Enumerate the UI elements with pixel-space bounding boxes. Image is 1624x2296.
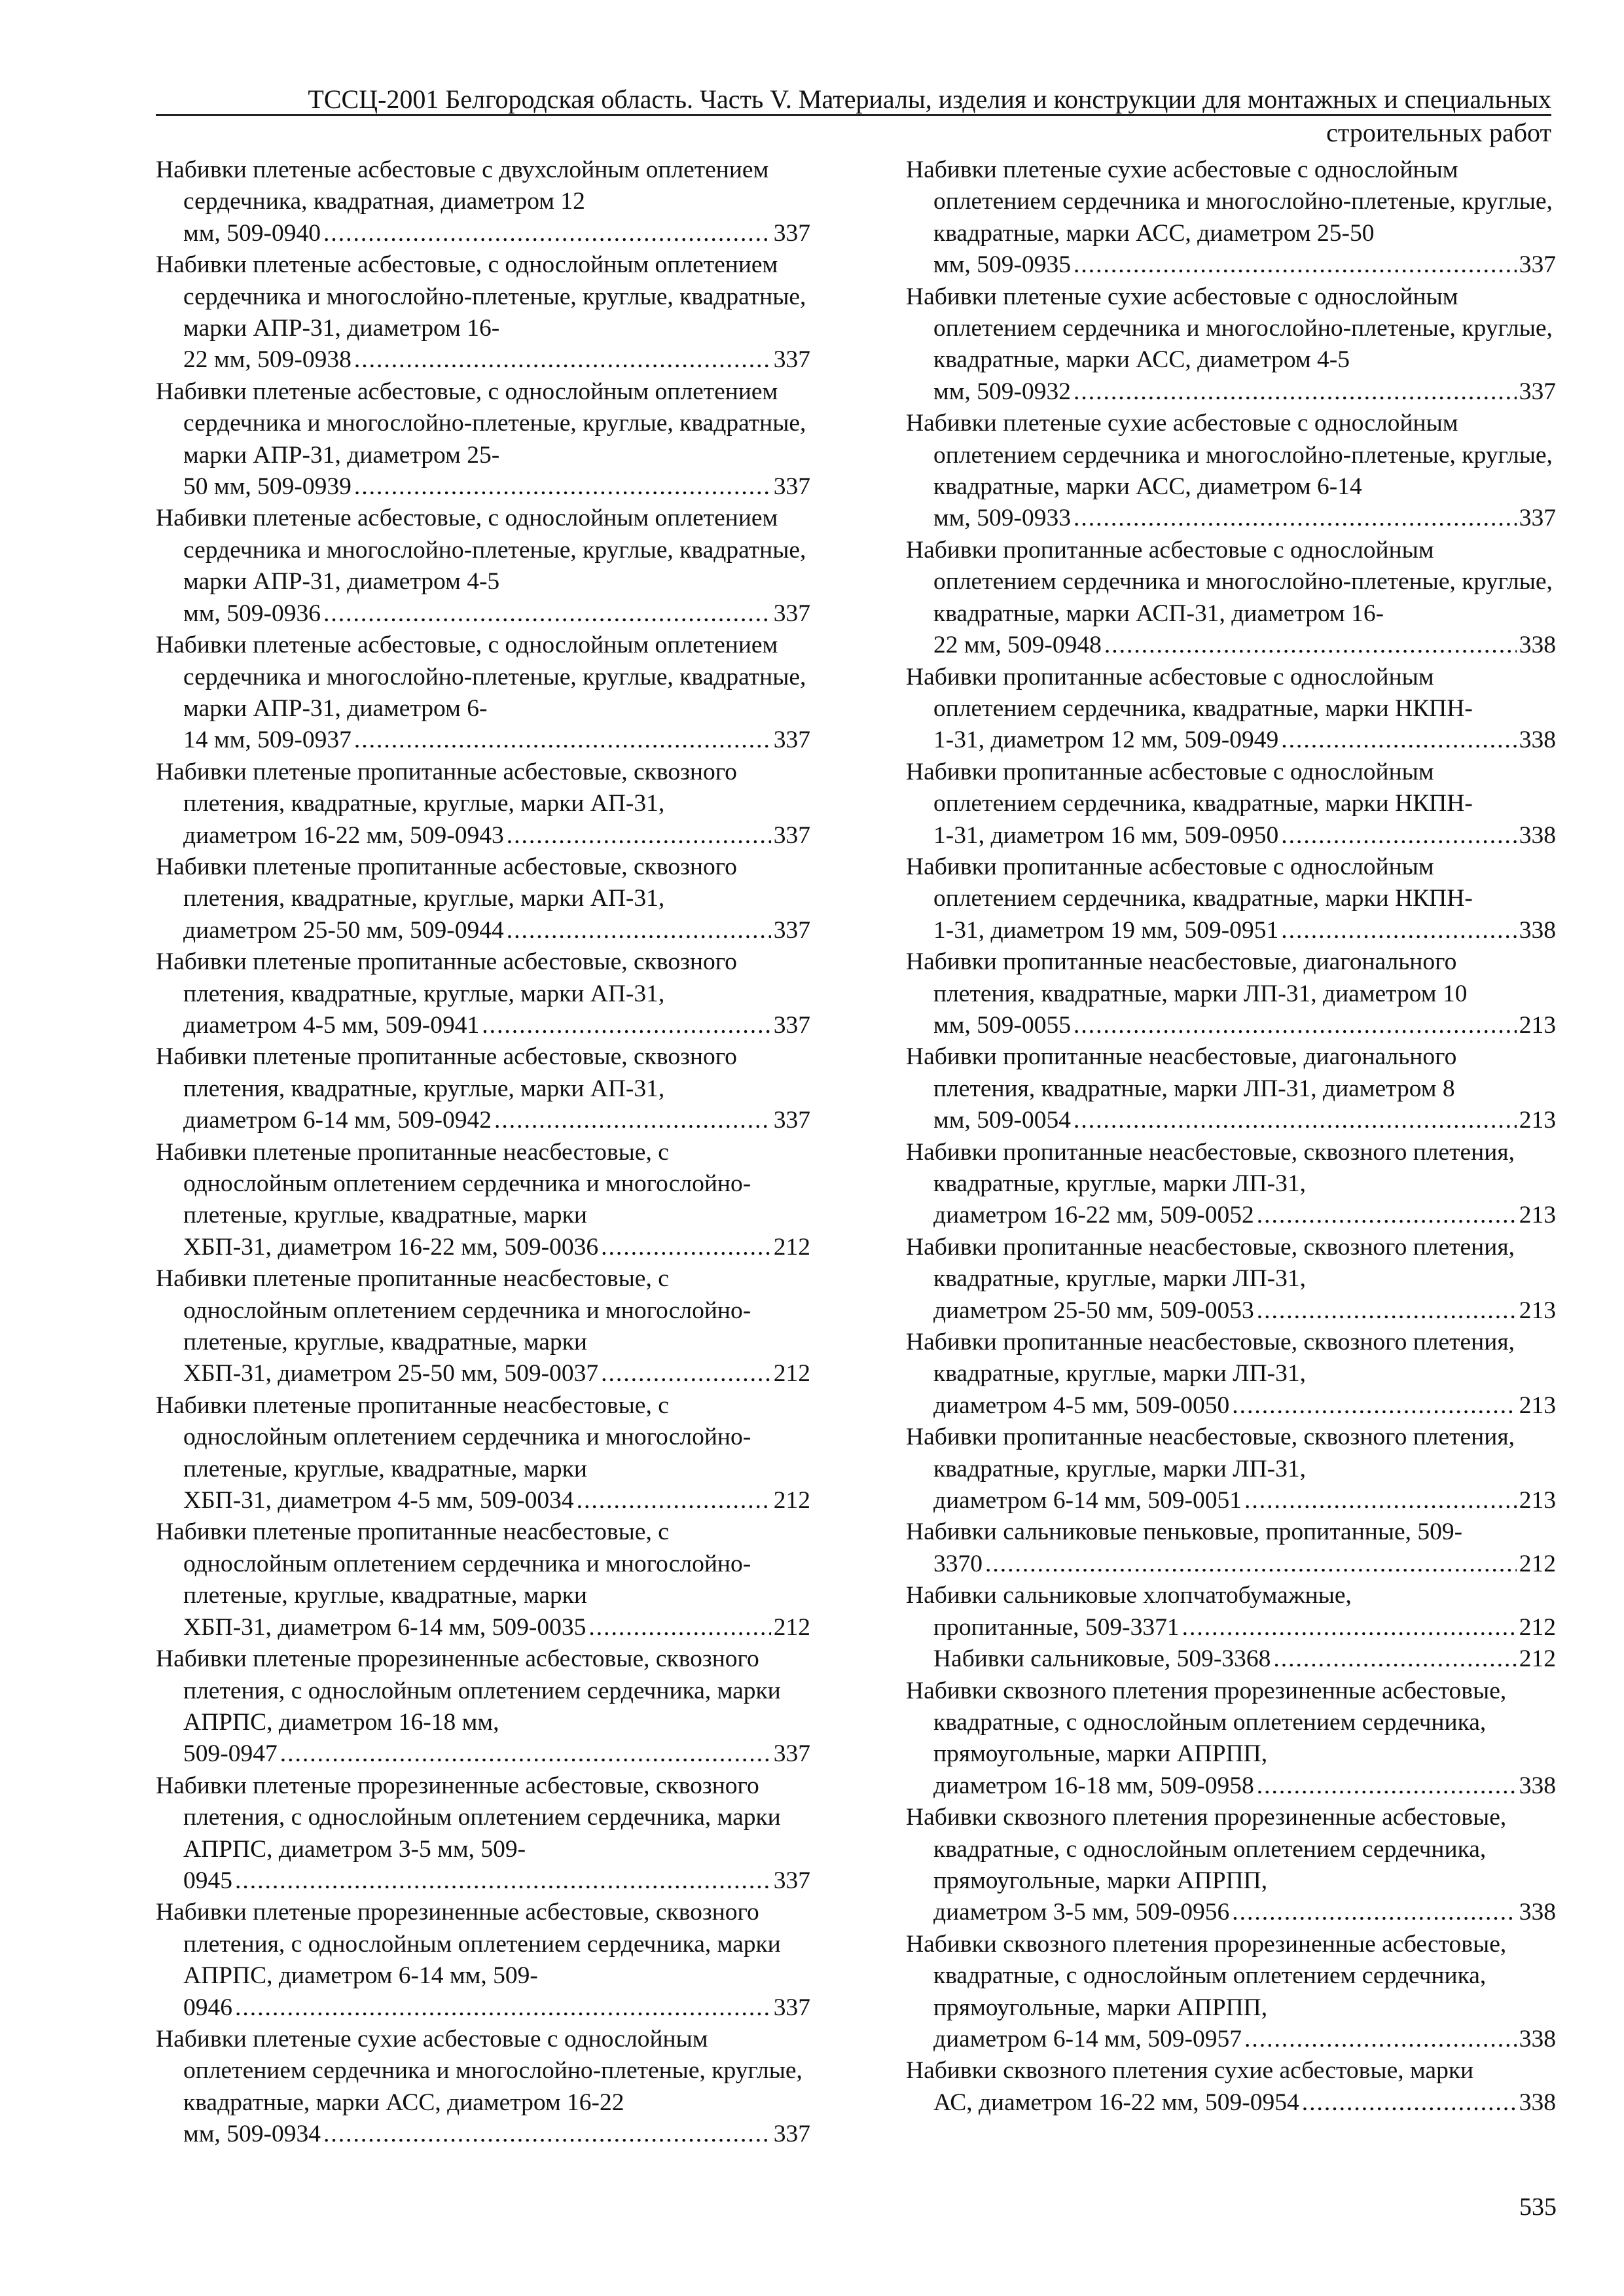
dot-leader xyxy=(1302,2087,1517,2119)
entry-text: Набивки плетеные пропитанные неасбестовые, с однослойным оплетением сердечника и многослойно-плетеные, круглые, квадратные, марки xyxy=(156,1138,751,1229)
index-column-right xyxy=(906,154,1556,2119)
entry-page-ref: 338 xyxy=(1519,1772,1556,1799)
index-entry xyxy=(156,1643,810,1770)
dot-leader xyxy=(985,1549,1517,1580)
entry-text: Набивки сальниковые пеньковые, пропитанные, 509- xyxy=(906,1518,1463,1546)
dot-leader xyxy=(354,725,771,756)
entry-text: Набивки пропитанные асбестовые с однослойным оплетением сердечника, квадратные, марки НКПН- xyxy=(906,853,1473,912)
entry-code: ХБП-31, диаметром 6-14 мм, 509-0035 xyxy=(183,1613,586,1641)
entry-code: диаметром 16-18 мм, 509-0958 xyxy=(933,1772,1254,1799)
index-entry xyxy=(906,1422,1556,1516)
entry-code: мм, 509-0054 xyxy=(933,1107,1071,1134)
index-column-left xyxy=(156,154,810,2151)
entry-text: Набивки плетеные пропитанные неасбестовые, с однослойным оплетением сердечника и многослойно-плетеные, круглые, квадратные, марки xyxy=(156,1518,751,1609)
entry-code: АС, диаметром 16-22 мм, 509-0954 xyxy=(933,2089,1299,2116)
entry-code: мм, 509-0933 xyxy=(933,505,1071,532)
entry-text: Набивки плетеные сухие асбестовые с однослойным оплетением сердечника и многослойно-плетеные, круглые, квадратные, марки АСС, диаметром 25-50 xyxy=(906,156,1553,247)
entry-text: Набивки плетеные пропитанные неасбестовые, с однослойным оплетением сердечника и многослойно-плетеные, круглые, квадратные, марки xyxy=(156,1265,751,1356)
entry-page-ref: 212 xyxy=(773,1613,810,1641)
entry-text: Набивки пропитанные асбестовые с однослойным оплетением сердечника, квадратные, марки НКПН- xyxy=(906,758,1473,817)
entry-page-ref: 337 xyxy=(773,219,810,247)
entry-page-ref: 337 xyxy=(773,916,810,944)
entry-text: Набивки сальниковые хлопчатобумажные, xyxy=(906,1582,1352,1609)
entry-code: диаметром 6-14 мм, 509-0957 xyxy=(933,2025,1242,2053)
index-entry xyxy=(156,249,810,376)
dot-leader xyxy=(588,1612,770,1643)
entry-code: мм, 509-0936 xyxy=(183,600,321,627)
entry-code: 509-0947 xyxy=(183,1740,278,1768)
entry-code: диаметром 25-50 мм, 509-0053 xyxy=(933,1297,1254,1324)
entry-text: Набивки плетеные пропитанные асбестовые, сквозного плетения, квадратные, круглые, марки АП-31, xyxy=(156,758,737,817)
entry-text: Набивки плетеные сухие асбестовые с однослойным оплетением сердечника и многослойно-плетеные, круглые, квадратные, марки АСС, диаметром 4-5 xyxy=(906,283,1553,374)
entry-page-ref: 212 xyxy=(1519,1613,1556,1641)
entry-text: Набивки плетеные прорезиненные асбестовые, сквозного плетения, с однослойным оплетением сердечника, марки АПРПС, диаметром 16-18 мм, xyxy=(156,1645,781,1736)
dot-leader xyxy=(494,1105,771,1136)
dot-leader xyxy=(601,1232,771,1263)
entry-page-ref: 212 xyxy=(773,1487,810,1515)
dot-leader xyxy=(1244,2024,1517,2055)
running-header xyxy=(156,85,1551,116)
entry-code: Набивки сальниковые, 509-3368 xyxy=(933,1645,1271,1673)
entry-page-ref: 213 xyxy=(1519,1107,1556,1134)
entry-text: Набивки плетеные асбестовые, с однослойным оплетением сердечника и многослойно-плетеные, круглые, квадратные, марки АПР-31, диаметром 6- xyxy=(156,632,806,722)
index-entry xyxy=(906,1929,1556,2056)
entry-code: 0945 xyxy=(183,1867,232,1894)
index-entry xyxy=(156,376,810,503)
dot-leader xyxy=(507,820,771,852)
index-entry xyxy=(906,1232,1556,1327)
entry-text: Набивки сквозного плетения прорезиненные асбестовые, квадратные, с однослойным оплетением сердечника, прямоугольные, марки АПРПП, xyxy=(906,1804,1507,1894)
entry-code: диаметром 6-14 мм, 509-0942 xyxy=(183,1107,492,1134)
entry-code: 22 мм, 509-0948 xyxy=(933,632,1102,659)
index-entry xyxy=(156,1770,810,1897)
index-entry xyxy=(156,757,810,852)
index-entry xyxy=(906,1137,1556,1232)
entry-page-ref: 338 xyxy=(1519,632,1556,659)
entry-text: Набивки плетеные сухие асбестовые с однослойным оплетением сердечника и многослойно-плетеные, круглые, квадратные, марки АСС, диаметром 16-22 xyxy=(156,2025,803,2116)
entry-page-ref: 212 xyxy=(1519,1550,1556,1577)
entry-page-ref: 213 xyxy=(1519,1011,1556,1039)
entry-text: Набивки плетеные асбестовые с двухслойным оплетением сердечника, квадратная, диаметром 12 xyxy=(156,156,769,215)
entry-code: 1-31, диаметром 16 мм, 509-0950 xyxy=(933,821,1279,849)
index-entry xyxy=(906,2055,1556,2119)
dot-leader xyxy=(1273,1643,1516,1675)
index-entry xyxy=(906,1327,1556,1422)
index-entry xyxy=(906,1580,1556,1643)
entry-code: 14 мм, 509-0937 xyxy=(183,726,352,754)
entry-page-ref: 337 xyxy=(773,821,810,849)
dot-leader xyxy=(1232,1390,1517,1422)
entry-page-ref: 337 xyxy=(1519,378,1556,405)
index-entry xyxy=(156,1137,810,1264)
dot-leader xyxy=(1281,725,1517,756)
index-entry xyxy=(906,535,1556,662)
entry-page-ref: 338 xyxy=(1519,2025,1556,2053)
entry-text: Набивки пропитанные неасбестовые, диагонального плетения, квадратные, марки ЛП-31, диаметром 8 xyxy=(906,1043,1457,1102)
entry-text: Набивки плетеные прорезиненные асбестовые, сквозного плетения, с однослойным оплетением сердечника, марки АПРПС, диаметром 3-5 мм, 509- xyxy=(156,1772,781,1863)
index-entry xyxy=(156,503,810,630)
entry-text: Набивки пропитанные неасбестовые, сквозного плетения, квадратные, круглые, марки ЛП-31, xyxy=(906,1424,1515,1482)
entry-text: Набивки пропитанные асбестовые с однослойным оплетением сердечника, квадратные, марки НКПН- xyxy=(906,663,1473,722)
dot-leader xyxy=(1104,630,1517,661)
index-entry xyxy=(906,757,1556,852)
entry-page-ref: 337 xyxy=(1519,505,1556,532)
entry-code: диаметром 4-5 мм, 509-0941 xyxy=(183,1011,480,1039)
index-entry xyxy=(906,946,1556,1041)
entry-code: диаметром 6-14 мм, 509-0051 xyxy=(933,1487,1242,1515)
index-entry xyxy=(156,154,810,249)
entry-text: Набивки плетеные асбестовые, с однослойным оплетением сердечника и многослойно-плетеные, круглые, квадратные, марки АПР-31, диаметром 25- xyxy=(156,378,806,469)
entry-text: Набивки плетеные сухие асбестовые с однослойным оплетением сердечника и многослойно-плетеные, круглые, квадратные, марки АСС, диаметром 6-14 xyxy=(906,410,1553,501)
dot-leader xyxy=(1074,376,1517,408)
entry-text: Набивки пропитанные неасбестовые, сквозного плетения, квадратные, круглые, марки ЛП-31, xyxy=(906,1233,1515,1293)
entry-page-ref: 337 xyxy=(773,346,810,374)
entry-text: Набивки сквозного плетения прорезиненные асбестовые, квадратные, с однослойным оплетением сердечника, прямоугольные, марки АПРПП, xyxy=(906,1930,1507,2021)
entry-page-ref: 213 xyxy=(1519,1297,1556,1324)
entry-text: Набивки плетеные пропитанные неасбестовые, с однослойным оплетением сердечника и многослойно-плетеные, круглые, квадратные, марки xyxy=(156,1391,751,1482)
index-entry xyxy=(156,1516,810,1643)
dot-leader xyxy=(354,344,771,376)
entry-text: Набивки пропитанные неасбестовые, сквозного плетения, квадратные, круглые, марки ЛП-31, xyxy=(906,1138,1515,1197)
entry-page-ref: 338 xyxy=(1519,821,1556,849)
dot-leader xyxy=(323,598,771,630)
entry-page-ref: 337 xyxy=(773,1994,810,2021)
index-entry xyxy=(906,408,1556,535)
dot-leader xyxy=(1257,1295,1517,1327)
index-entry xyxy=(156,1390,810,1517)
entry-page-ref: 337 xyxy=(1519,251,1556,279)
entry-code: мм, 509-0940 xyxy=(183,219,321,247)
entry-page-ref: 338 xyxy=(1519,916,1556,944)
entry-text: Набивки пропитанные неасбестовые, диагонального плетения, квадратные, марки ЛП-31, диаметром 10 xyxy=(906,948,1468,1007)
dot-leader xyxy=(507,915,771,946)
dot-leader xyxy=(1074,249,1517,281)
dot-leader xyxy=(601,1358,771,1390)
entry-code: ХБП-31, диаметром 16-22 мм, 509-0036 xyxy=(183,1233,599,1261)
index-entry xyxy=(906,1516,1556,1580)
entry-code: 22 мм, 509-0938 xyxy=(183,346,352,374)
index-entry xyxy=(906,662,1556,757)
index-entry xyxy=(156,630,810,757)
entry-page-ref: 337 xyxy=(773,1740,810,1768)
index-entry xyxy=(906,1802,1556,1929)
entry-page-ref: 212 xyxy=(1519,1645,1556,1673)
header-line2: строительных работ xyxy=(1326,118,1551,147)
index-entry xyxy=(156,1041,810,1136)
entry-page-ref: 338 xyxy=(1519,2089,1556,2116)
entry-code: диаметром 16-22 мм, 509-0943 xyxy=(183,821,504,849)
entry-page-ref: 337 xyxy=(773,726,810,754)
entry-code: 1-31, диаметром 12 мм, 509-0949 xyxy=(933,726,1279,754)
entry-text: Набивки плетеные асбестовые, с однослойным оплетением сердечника и многослойно-плетеные, круглые, квадратные, марки АПР-31, диаметром 4-5 xyxy=(156,505,806,596)
index-entry xyxy=(906,1041,1556,1136)
entry-page-ref: 337 xyxy=(773,1867,810,1894)
dot-leader xyxy=(323,2119,771,2150)
dot-leader xyxy=(1244,1485,1517,1516)
entry-text: Набивки плетеные пропитанные асбестовые, сквозного плетения, квадратные, круглые, марки АП-31, xyxy=(156,853,737,912)
entry-text: Набивки плетеные асбестовые, с однослойным оплетением сердечника и многослойно-плетеные, круглые, квадратные, марки АПР-31, диаметром 16- xyxy=(156,251,806,342)
index-entry xyxy=(156,946,810,1041)
index-entry xyxy=(156,1263,810,1390)
entry-text: Набивки сквозного плетения прорезиненные асбестовые, квадратные, с однослойным оплетением сердечника, прямоугольные, марки АПРПП, xyxy=(906,1677,1507,1768)
entry-code: мм, 509-0055 xyxy=(933,1011,1071,1039)
dot-leader xyxy=(1281,820,1517,852)
entry-page-ref: 213 xyxy=(1519,1391,1556,1419)
dot-leader xyxy=(1257,1770,1517,1802)
entry-text: Набивки пропитанные неасбестовые, сквозного плетения, квадратные, круглые, марки ЛП-31, xyxy=(906,1329,1515,1388)
dot-leader xyxy=(323,218,771,249)
entry-code: диаметром 4-5 мм, 509-0050 xyxy=(933,1391,1230,1419)
dot-leader xyxy=(482,1010,771,1041)
entry-page-ref: 213 xyxy=(1519,1487,1556,1515)
entry-page-ref: 338 xyxy=(1519,1899,1556,1926)
dot-leader xyxy=(1257,1200,1517,1231)
entry-page-ref: 213 xyxy=(1519,1202,1556,1229)
dot-leader xyxy=(1182,1612,1517,1643)
entry-page-ref: 337 xyxy=(773,1107,810,1134)
entry-text: Набивки плетеные прорезиненные асбестовые, сквозного плетения, с однослойным оплетением сердечника, марки АПРПС, диаметром 6-14 мм, 509- xyxy=(156,1899,781,1990)
entry-code: пропитанные, 509-3371 xyxy=(933,1613,1180,1641)
index-entry xyxy=(156,852,810,946)
dot-leader xyxy=(1074,503,1517,534)
entry-code: 3370 xyxy=(933,1550,983,1577)
entry-page-ref: 212 xyxy=(773,1233,810,1261)
entry-text: Набивки пропитанные асбестовые с однослойным оплетением сердечника и многослойно-плетеные, круглые, квадратные, марки АСП-31, диаметром 16- xyxy=(906,536,1553,627)
entry-page-ref: 338 xyxy=(1519,726,1556,754)
index-entry xyxy=(906,852,1556,946)
entry-code: мм, 509-0935 xyxy=(933,251,1071,279)
dot-leader xyxy=(354,471,771,503)
entry-text: Набивки плетеные пропитанные асбестовые, сквозного плетения, квадратные, круглые, марки АП-31, xyxy=(156,1043,737,1102)
entry-code: 0946 xyxy=(183,1994,232,2021)
entry-page-ref: 337 xyxy=(773,1011,810,1039)
index-entry xyxy=(156,1897,810,2024)
entry-page-ref: 337 xyxy=(773,473,810,501)
dot-leader xyxy=(280,1738,771,1770)
page-number: 535 xyxy=(1519,2193,1557,2221)
dot-leader xyxy=(1232,1897,1517,1928)
entry-page-ref: 337 xyxy=(773,600,810,627)
entry-code: мм, 509-0932 xyxy=(933,378,1071,405)
entry-text: Набивки плетеные пропитанные асбестовые, сквозного плетения, квадратные, круглые, марки АП-31, xyxy=(156,948,737,1007)
entry-code: диаметром 16-22 мм, 509-0052 xyxy=(933,1202,1254,1229)
dot-leader xyxy=(235,1992,771,2024)
dot-leader xyxy=(235,1865,771,1897)
entry-code: мм, 509-0934 xyxy=(183,2121,321,2148)
entry-code: ХБП-31, диаметром 25-50 мм, 509-0037 xyxy=(183,1360,599,1388)
index-entry xyxy=(906,281,1556,408)
entry-page-ref: 337 xyxy=(773,2121,810,2148)
entry-code: диаметром 25-50 мм, 509-0944 xyxy=(183,916,504,944)
header-line1: ТССЦ-2001 Белгородская область. Часть V. Материалы, изделия и конструкции для монтажных и специальных xyxy=(308,84,1551,114)
entry-code: ХБП-31, диаметром 4-5 мм, 509-0034 xyxy=(183,1487,574,1515)
entry-code: диаметром 3-5 мм, 509-0956 xyxy=(933,1899,1230,1926)
index-entry xyxy=(906,154,1556,281)
entry-text: Набивки сквозного плетения сухие асбестовые, марки xyxy=(906,2057,1474,2085)
dot-leader xyxy=(1281,915,1517,946)
dot-leader xyxy=(1074,1010,1517,1041)
dot-leader xyxy=(1074,1105,1517,1136)
entry-code: 1-31, диаметром 19 мм, 509-0951 xyxy=(933,916,1279,944)
index-entry xyxy=(156,2024,810,2151)
index-entry xyxy=(906,1676,1556,1803)
index-entry xyxy=(906,1643,1556,1675)
dot-leader xyxy=(577,1485,771,1516)
entry-page-ref: 212 xyxy=(773,1360,810,1388)
entry-code: 50 мм, 509-0939 xyxy=(183,473,352,501)
